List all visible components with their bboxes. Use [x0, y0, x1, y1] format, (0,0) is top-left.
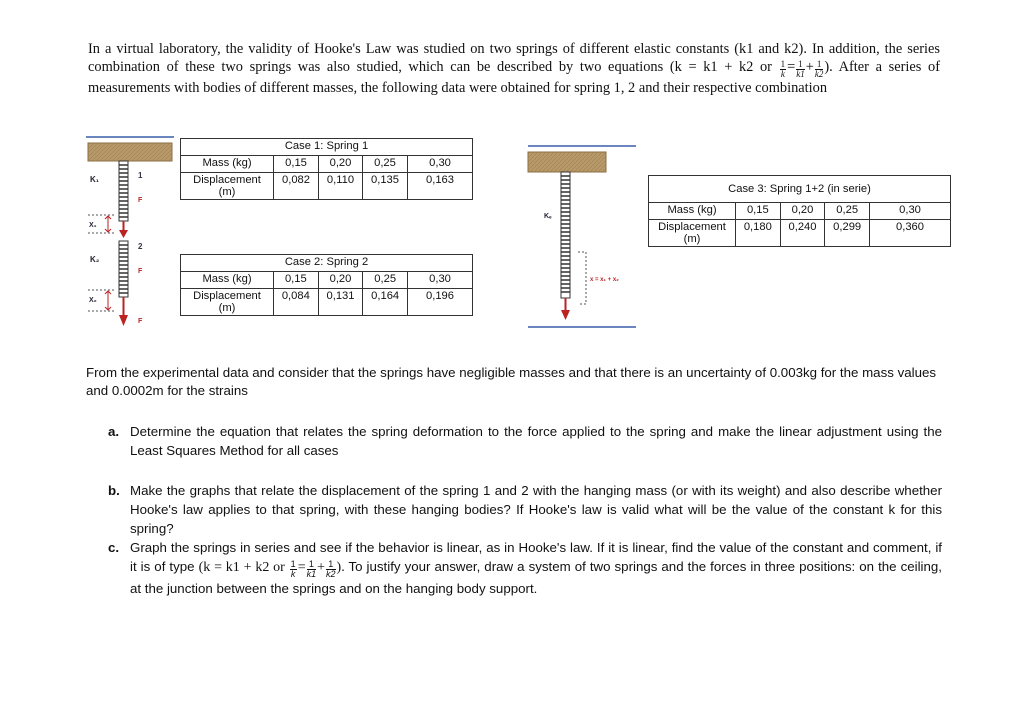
mass-value: 0,15: [274, 156, 319, 173]
x1-arrow: [105, 216, 111, 232]
mass-value: 0,30: [870, 203, 951, 220]
question-c-body: [130, 538, 942, 598]
fraction-1-over-k: $\frac{1}{k}$: [290, 559, 296, 579]
question-c-equation-2: ).: [336, 560, 345, 575]
x1-label: X₁: [89, 222, 97, 229]
table-case-2: [180, 254, 473, 316]
k2-label: K₂: [90, 255, 100, 264]
ceiling-texture: [88, 143, 172, 161]
mass-value: 0,15: [274, 272, 319, 289]
displacement-value: 0,360: [870, 220, 951, 247]
intro-text-2: ).: [824, 59, 833, 76]
question-c-label: c.: [108, 540, 120, 555]
x2-label: X₂: [89, 297, 97, 304]
equivalent-spring-diagram: [526, 144, 638, 330]
mass-value: 0,20: [318, 272, 363, 289]
fraction-1-over-k2: $\frac{1}{k2}$: [326, 559, 336, 579]
displacement-value: 0,084: [274, 289, 319, 316]
mass-value: 0,30: [408, 272, 473, 289]
question-b-text: Make the graphs that relate the displacement of the spring 1 and 2 with the hanging mass (or with its weight) and also describe whether Hooke's law applies to that spring, with these hanging bodies? If Hooke's law is valid what will be the value of the constant k for this spring?: [130, 483, 942, 536]
displacement-value: 0,082: [274, 173, 319, 200]
k1-label: K₁: [90, 175, 100, 184]
mass-label: Mass (kg): [181, 156, 274, 173]
question-a-label: a.: [108, 424, 120, 439]
mass-value: 0,20: [319, 156, 363, 173]
intro-paragraph: [88, 40, 940, 98]
table-case-1: [180, 138, 473, 200]
displacement-value: 0,164: [363, 289, 408, 316]
mass-value: 0,25: [825, 203, 870, 220]
displacement-label: Displacement (m): [181, 173, 274, 200]
ceiling-texture: [528, 152, 606, 172]
equals-sign: =: [297, 560, 306, 575]
force-arrowhead-2: [119, 315, 128, 326]
mass-value: 0,15: [736, 203, 781, 220]
equals-sign: =: [787, 59, 796, 76]
spring-2: [119, 241, 128, 297]
displacement-label: Displacement (m): [649, 220, 736, 247]
mass-value: 0,20: [780, 203, 825, 220]
force-arrowhead: [561, 310, 570, 320]
question-c: [108, 538, 942, 598]
table-1-caption: Case 1: Spring 1: [181, 139, 473, 156]
displacement-value: 0,163: [408, 173, 473, 200]
fraction-1-over-k2: $\frac{1}{k2}$: [814, 59, 824, 80]
table-3-caption: Case 3: Spring 1+2 (in serie): [649, 176, 951, 203]
question-a-text: Determine the equation that relates the spring deformation to the force applied to the spring and make the linear adjustment using the Least Squares Method for all cases: [130, 424, 942, 458]
displacement-value: 0,240: [780, 220, 825, 247]
fraction-1-over-k1: $\frac{1}{k1}$: [796, 59, 805, 80]
question-b-label: b.: [108, 483, 120, 498]
spring-2-number: 2: [138, 242, 143, 251]
displacement-value: 0,131: [318, 289, 363, 316]
displacement-value: 0,135: [362, 173, 407, 200]
force-arrowhead-1: [119, 230, 128, 238]
displacement-value: 0,299: [825, 220, 870, 247]
displacement-value: 0,180: [736, 220, 781, 247]
displacement-value: 0,110: [319, 173, 363, 200]
force-label-3: F: [138, 318, 143, 325]
spring-1-number: 1: [138, 171, 143, 180]
mass-label: Mass (kg): [181, 272, 274, 289]
spring-series-diagram: [86, 135, 176, 335]
question-c-text-1: Graph the springs in series and see if the behavior is linear, as in Hooke's law. If it is linear, find the value of the constant and comment, if it is of type: [130, 540, 942, 574]
mass-value: 0,25: [362, 156, 407, 173]
table-2-caption: Case 2: Spring 2: [181, 255, 473, 272]
displacement-value: 0,196: [408, 289, 473, 316]
table-case-3: [648, 175, 951, 247]
fraction-1-over-k1: $\frac{1}{k1}$: [306, 559, 317, 579]
question-b: [108, 481, 942, 538]
mass-label: Mass (kg): [649, 203, 736, 220]
question-a: [108, 422, 942, 460]
x2-arrow: [105, 291, 111, 310]
force-label-1: F: [138, 197, 143, 204]
plus-sign: +: [317, 560, 326, 575]
fraction-1-over-k: $\frac{1}{k}$: [780, 59, 786, 80]
force-label-2: F: [138, 268, 143, 275]
mass-value: 0,30: [408, 156, 473, 173]
displacement-label: Displacement (m): [181, 289, 274, 316]
displacement-bracket: [578, 252, 586, 304]
plus-sign: +: [805, 59, 814, 76]
intro-text-3: After a series of measurements with bodies of different masses, the following data were obtained for spring 1, 2 and their respective combination: [88, 59, 940, 97]
equivalent-spring: [561, 172, 570, 298]
x-sum-label: x = x₁ + x₂: [590, 277, 619, 283]
spring-1: [119, 161, 128, 221]
intro-text-1: In a virtual laboratory, the validity of Hooke's Law was studied on two springs of different elastic constants (k1 and k2). In addition, the series combination of these two springs was also studied, which can be described by two equations (k = k1 + k2 or: [88, 41, 940, 76]
ke-label: Kₑ: [544, 213, 552, 220]
question-c-text-2: To justify your answer, draw a system of two springs and the forces in three positions: on the ceiling, at the junction between the springs and on the hanging body support.: [130, 559, 942, 596]
question-c-equation-1: (k = k1 + k2 or: [198, 560, 289, 575]
mass-value: 0,25: [363, 272, 408, 289]
data-description: From the experimental data and consider that the springs have negligible masses and that there is an uncertainty of 0.003kg for the mass values and 0.0002m for the strains: [86, 365, 937, 399]
